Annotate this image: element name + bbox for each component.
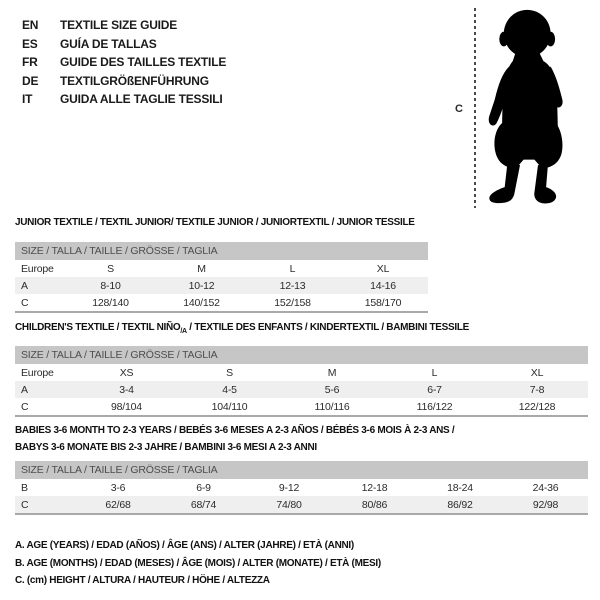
legend-line-b: B. AGE (MONTHS) / EDAD (MESES) / ÂGE (MOIS) / ALTER (MONATE) / ETÀ (MESI)	[15, 557, 381, 569]
language-code: FR	[22, 55, 38, 70]
babies-table-title-line1: BABIES 3-6 MONTH TO 2-3 YEARS / BEBÉS 3-6 MESES A 2-3 AÑOS / BÉBÉS 3-6 MOIS À 2-3 ANS /	[15, 425, 455, 436]
size-cell: XL	[530, 366, 544, 379]
row-label-cell: C	[21, 296, 29, 309]
size-cell: 3-6	[110, 481, 126, 494]
size-header-bar: SIZE / TALLA / TAILLE / GRÖSSE / TAGLIA	[15, 461, 588, 479]
legend	[15, 537, 381, 590]
size-cell: 152/158	[274, 296, 311, 309]
size-cell: 12-13	[279, 279, 306, 292]
language-code: DE	[22, 73, 39, 88]
language-label: GUÍA DE TALLAS	[60, 36, 157, 51]
size-cell: S	[107, 262, 114, 275]
junior-textile-table	[15, 242, 428, 313]
size-cell: 6-7	[427, 383, 442, 396]
row-label-cell: B	[21, 481, 28, 494]
language-row	[22, 90, 226, 109]
size-cell: XS	[119, 366, 134, 379]
language-row	[22, 53, 226, 72]
height-marker-label: C	[455, 103, 463, 115]
size-cell: 14-16	[370, 279, 396, 292]
table-row	[15, 277, 428, 294]
size-cell: 122/128	[518, 400, 556, 413]
childrens-textile-table	[15, 346, 588, 417]
size-cell: L	[431, 366, 438, 379]
size-cell: 3-4	[119, 383, 134, 396]
size-cell: 12-18	[361, 481, 388, 494]
table-row	[15, 294, 428, 312]
table-row	[15, 260, 428, 277]
table-row	[15, 479, 588, 496]
size-cell: 8-10	[100, 279, 121, 292]
height-measure-dotted-line	[474, 8, 476, 208]
language-label: TEXTILGRÖßENFÜHRUNG	[60, 73, 209, 88]
size-cell: 128/140	[92, 296, 129, 309]
junior-table-title: JUNIOR TEXTILE / TEXTIL JUNIOR/ TEXTILE JUNIOR / JUNIORTEXTIL / JUNIOR TESSILE	[15, 217, 415, 228]
baby-silhouette-icon	[484, 8, 574, 209]
language-row	[22, 16, 226, 35]
table-row	[15, 381, 588, 398]
size-cell: 98/104	[111, 400, 142, 413]
row-label-cell: C	[21, 498, 29, 511]
size-cell: 158/170	[364, 296, 402, 309]
size-header-bar: SIZE / TALLA / TAILLE / GRÖSSE / TAGLIA	[15, 346, 588, 364]
size-cell: 4-5	[222, 383, 237, 396]
size-cell: 86/92	[447, 498, 473, 511]
language-code: IT	[22, 92, 33, 107]
table-row	[15, 364, 588, 381]
size-cell: 10-12	[188, 279, 215, 292]
table-row	[15, 496, 588, 514]
size-cell: L	[289, 262, 296, 275]
size-cell: 5-6	[324, 383, 340, 396]
size-cell: 74/80	[276, 498, 302, 511]
legend-line-c: C. (cm) HEIGHT / ALTURA / HAUTEUR / HÖHE / ALTEZZA	[15, 575, 270, 586]
row-label-cell: A	[21, 279, 28, 292]
language-label: TEXTILE SIZE GUIDE	[60, 18, 178, 33]
row-label-cell: Europe	[21, 366, 54, 379]
size-cell: 92/98	[532, 498, 559, 511]
row-label-cell: A	[21, 383, 28, 396]
size-cell: S	[226, 366, 233, 379]
children-table-title	[15, 322, 469, 335]
language-label: GUIDE DES TAILLES TEXTILE	[60, 55, 227, 70]
size-cell: M	[327, 366, 337, 379]
size-cell: 7-8	[529, 383, 545, 396]
language-code: EN	[22, 18, 39, 33]
babies-table-title-line2: BABYS 3-6 MONATE BIS 2-3 JAHRE / BAMBINI 3-6 MESI A 2-3 ANNI	[15, 442, 317, 453]
language-row	[22, 72, 226, 91]
size-cell: 9-12	[278, 481, 300, 494]
language-code: ES	[22, 36, 38, 51]
size-header-bar: SIZE / TALLA / TAILLE / GRÖSSE / TAGLIA	[15, 242, 428, 260]
title-subscript: /A	[180, 328, 187, 335]
size-cell: 62/68	[105, 498, 131, 511]
language-header	[22, 16, 226, 109]
table-row	[15, 398, 588, 416]
title-text: CHILDREN'S TEXTILE / TEXTIL NIÑO	[15, 322, 181, 333]
row-label-cell: C	[21, 400, 29, 413]
size-cell: M	[197, 262, 206, 275]
legend-line-a: A. AGE (YEARS) / EDAD (AÑOS) / ÂGE (ANS) / ALTER (JAHRE) / ETÀ (ANNI)	[15, 540, 354, 551]
size-cell: 24-36	[532, 481, 559, 494]
language-row	[22, 35, 226, 54]
size-cell: 110/116	[314, 400, 350, 413]
row-label-cell: Europe	[21, 262, 54, 275]
size-cell: 140/152	[183, 296, 220, 309]
size-cell: 80/86	[361, 498, 388, 511]
size-cell: 116/122	[416, 400, 453, 413]
size-cell: 104/110	[211, 400, 248, 413]
size-cell: XL	[376, 262, 390, 275]
size-cell: 18-24	[447, 481, 473, 494]
size-cell: 6-9	[196, 481, 211, 494]
language-label: GUIDA ALLE TAGLIE TESSILI	[60, 92, 223, 107]
size-cell: 68/74	[190, 498, 217, 511]
babies-textile-table	[15, 461, 588, 515]
title-text: / TEXTILE DES ENFANTS / KINDERTEXTIL / BAMBINI TESSILE	[186, 322, 470, 333]
